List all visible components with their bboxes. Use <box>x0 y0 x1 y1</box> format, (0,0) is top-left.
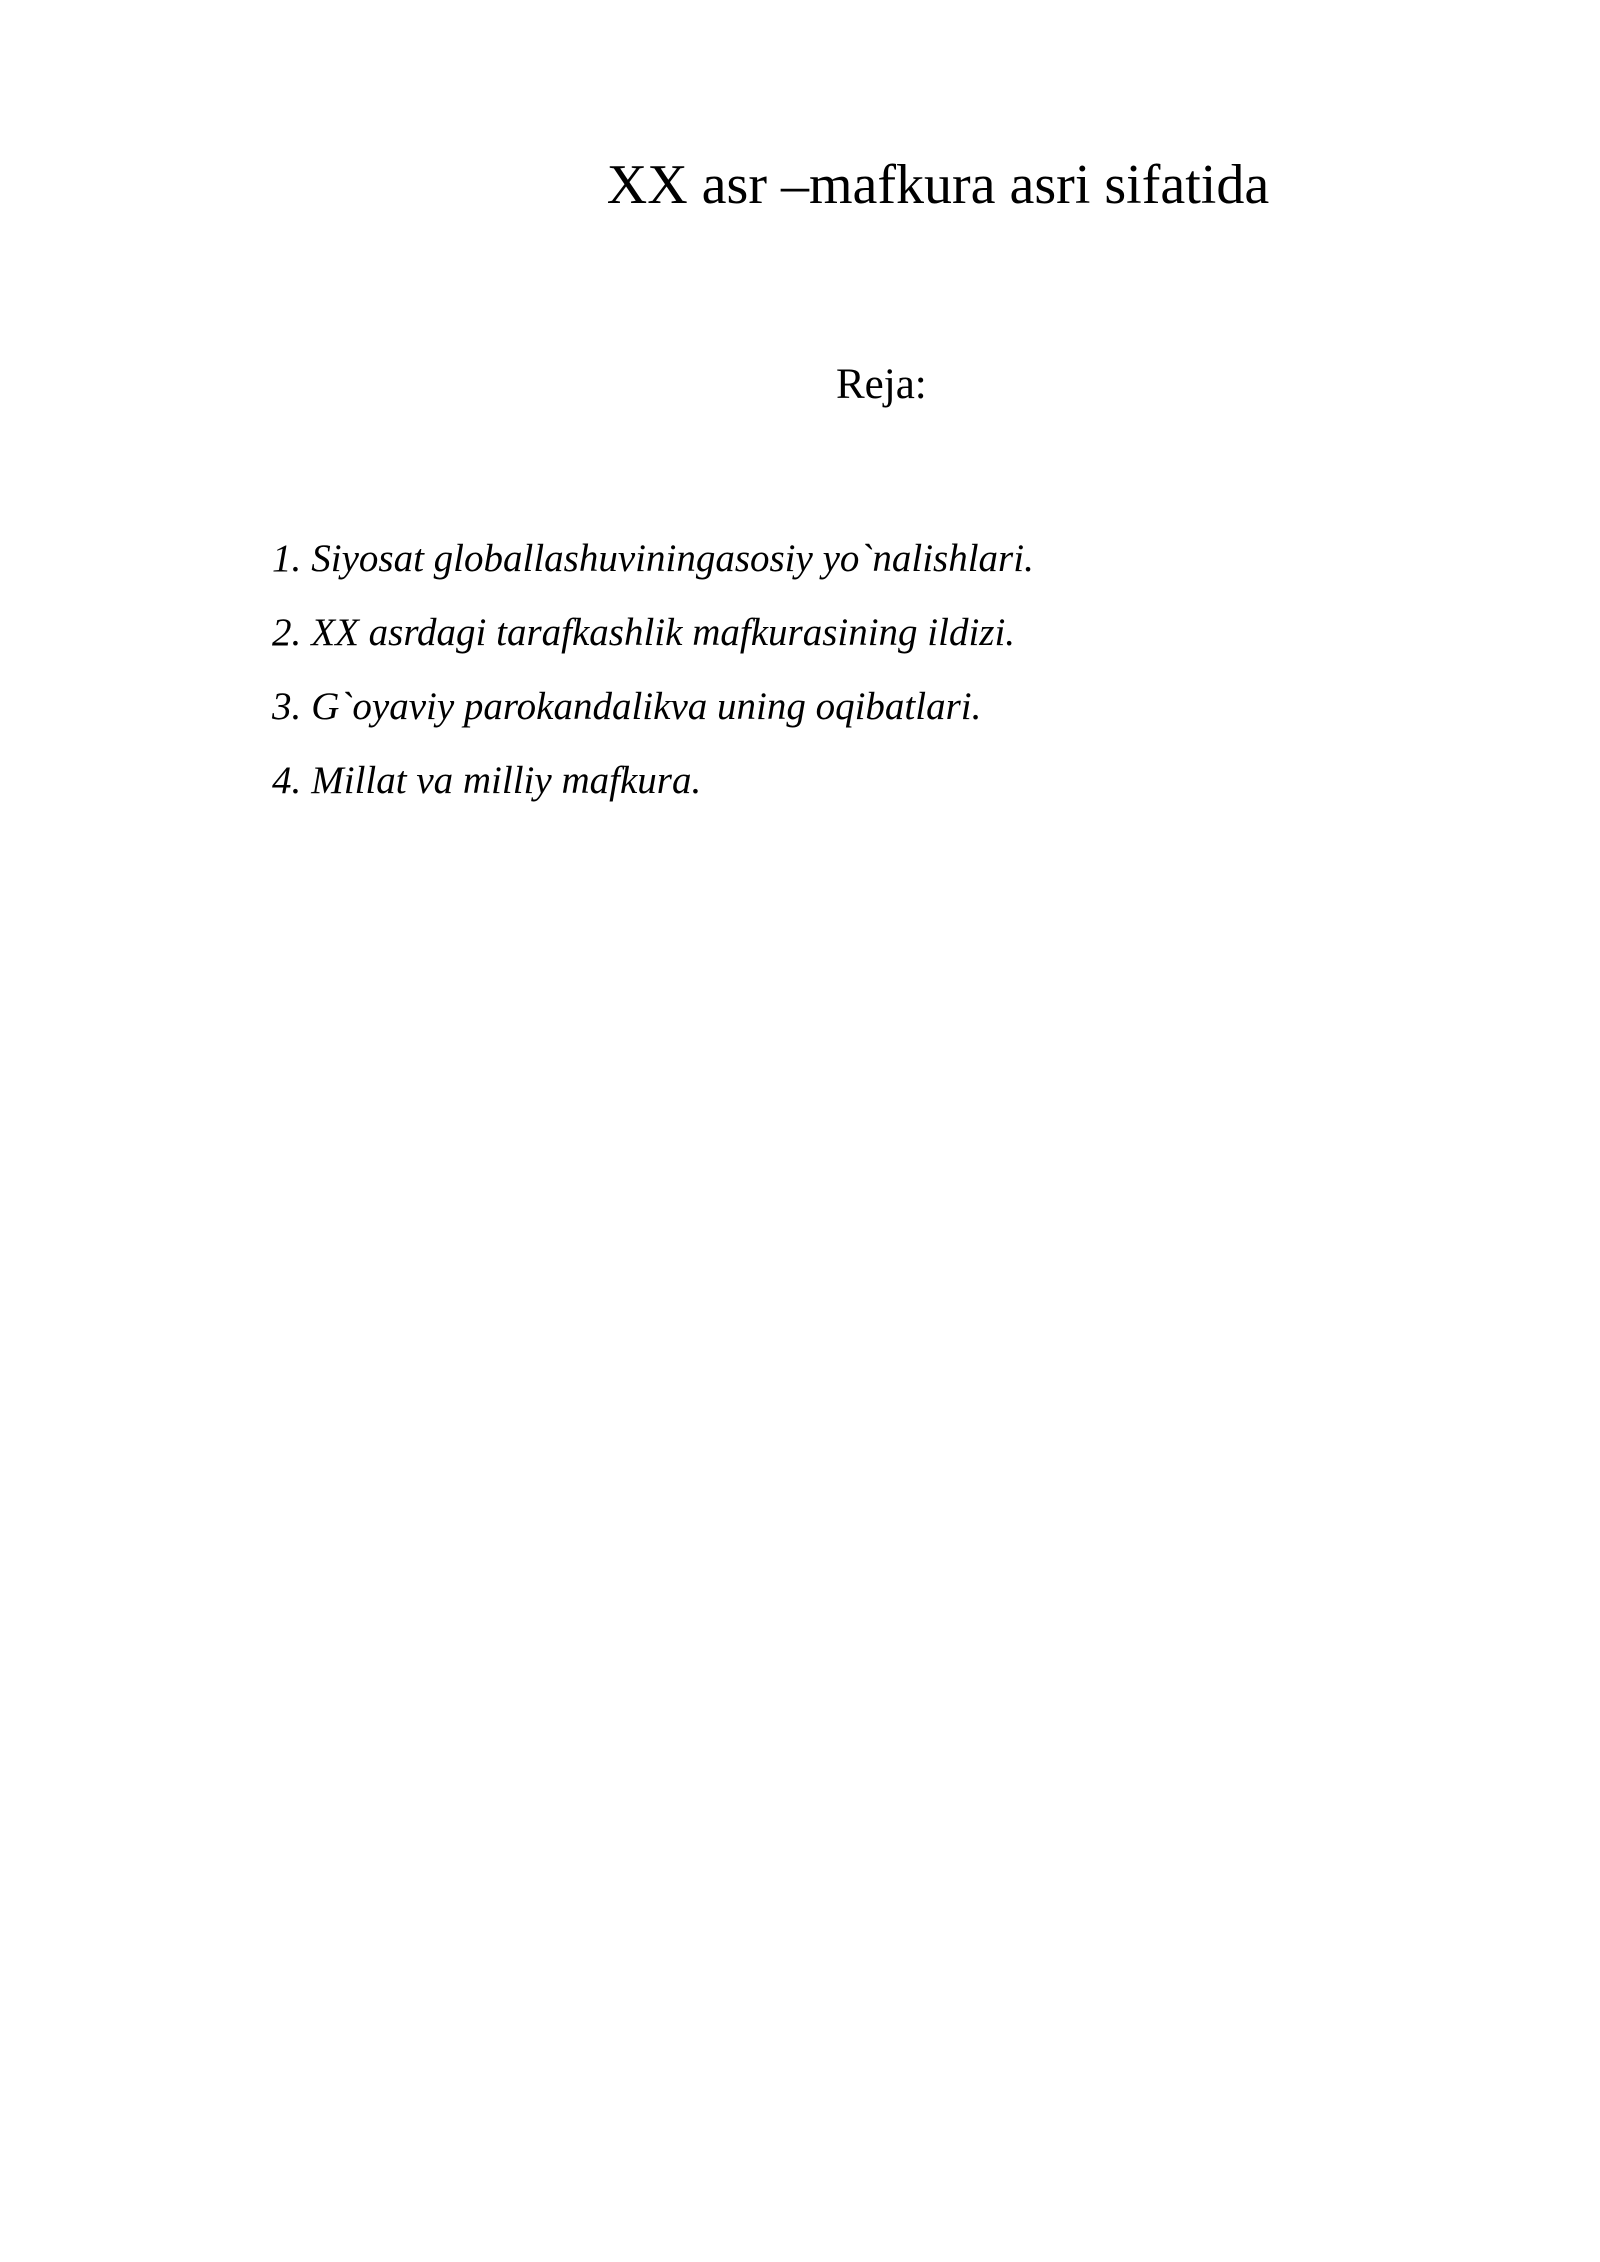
plan-heading: Reja: <box>836 361 927 408</box>
plan-item-number: 3. <box>272 685 302 728</box>
plan-item-text: Millat va milliy mafkura. <box>311 759 702 802</box>
plan-list <box>272 522 1034 818</box>
plan-item-text: Siyosat globallashuviningasosiy yo`nalishlari. <box>311 537 1034 580</box>
plan-item <box>272 596 1034 670</box>
plan-item <box>272 744 1034 818</box>
plan-item <box>272 670 1034 744</box>
plan-item-text: XX asrdagi tarafkashlik mafkurasining ildizi. <box>311 611 1016 654</box>
plan-item-text: G`oyaviy parokandalikva uning oqibatlari. <box>311 685 982 728</box>
plan-item-number: 2. <box>272 611 302 654</box>
plan-item-number: 4. <box>272 759 302 802</box>
plan-item-number: 1. <box>272 537 302 580</box>
document-title: XX asr –mafkura asri sifatida <box>606 154 1270 216</box>
plan-item <box>272 522 1034 596</box>
